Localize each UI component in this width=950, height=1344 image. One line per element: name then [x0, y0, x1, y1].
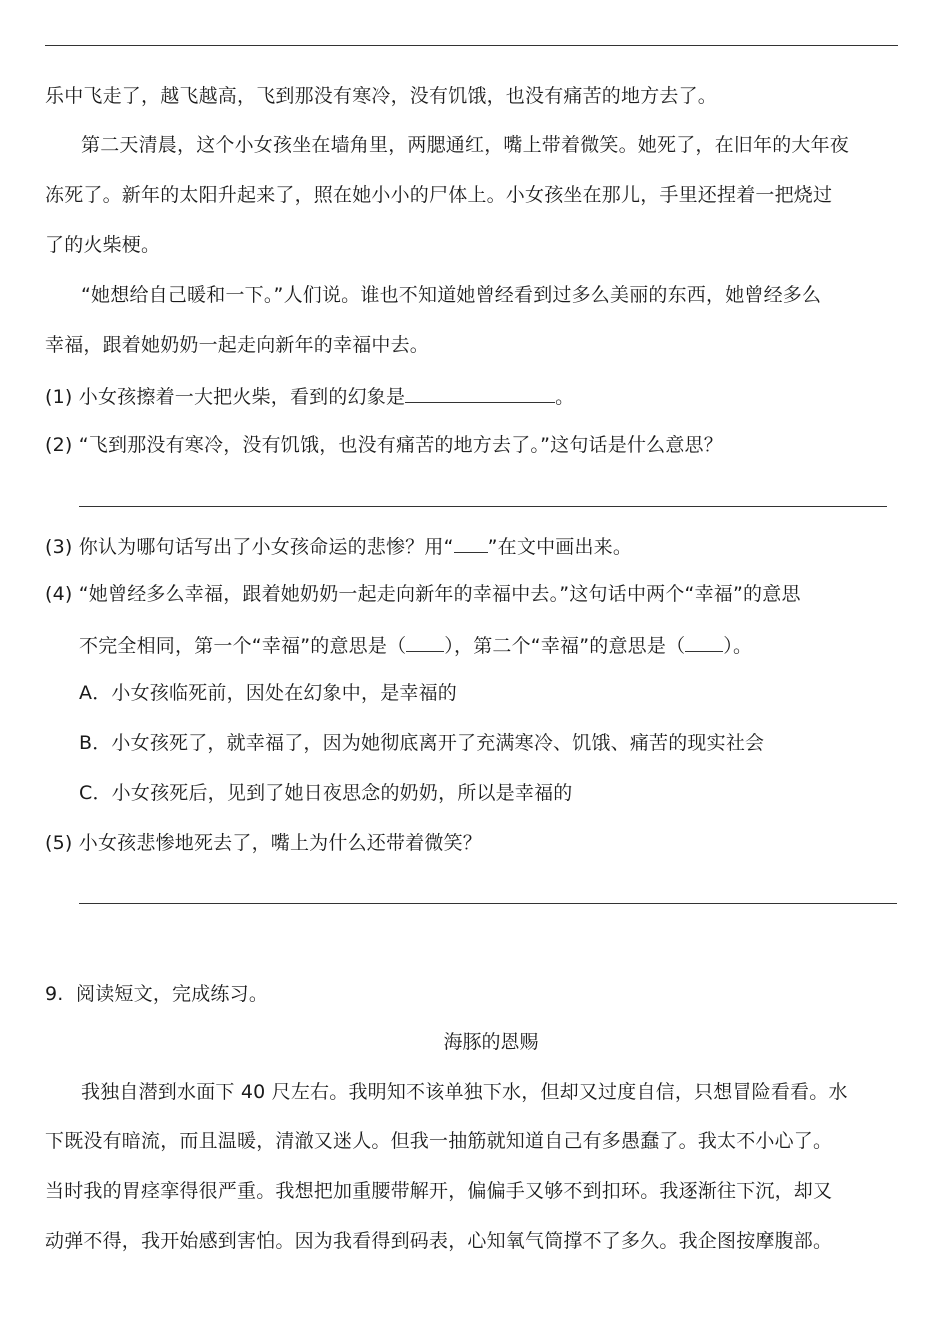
question-5	[45, 830, 482, 856]
question-1	[45, 382, 574, 410]
article-line: 当时我的胃痉挛得很严重。我想把加重腰带解开，偏偏手又够不到扣环。我逐渐往下沉，却又	[45, 1180, 833, 1202]
answer-blank-2[interactable]	[685, 631, 723, 652]
option-b: B．小女孩死了，就幸福了，因为她彻底离开了充满寒冷、饥饿、痛苦的现实社会	[79, 732, 765, 754]
question-text: 不完全相同，第一个“幸福”的意思是（	[79, 635, 407, 657]
underline-mark-blank	[454, 532, 488, 553]
question-text: “飞到那没有寒冷，没有饥饿，也没有痛苦的地方去了。”这句话是什么意思？	[78, 434, 723, 456]
question-number: (3)	[45, 536, 73, 558]
question-2	[45, 432, 723, 458]
passage-line: 冻死了。新年的太阳升起来了，照在她小小的尸体上。小女孩坐在那儿，手里还捏着一把烧过	[45, 184, 833, 206]
exercise-instruction: 阅读短文，完成练习。	[76, 983, 269, 1005]
question-text: 小女孩擦着一大把火柴，看到的幻象是	[78, 386, 406, 408]
question-text: 小女孩悲惨地死去了，嘴上为什么还带着微笑？	[78, 832, 482, 854]
article-line: 我独自潜到水面下 40 尺左右。我明知不该单独下水，但却又过度自信，只想冒险看看。水	[81, 1081, 848, 1103]
question-number: (4)	[45, 583, 73, 605]
question-3	[45, 532, 632, 560]
exercise-9-heading	[45, 981, 268, 1007]
question-text: ），第二个“幸福”的意思是（	[444, 635, 686, 657]
question-text: “她曾经多么幸福，跟着她奶奶一起走向新年的幸福中去。”这句话中两个“幸福”的意思	[78, 583, 801, 605]
question-number: (2)	[45, 434, 73, 456]
passage-line: “她想给自己暖和一下。”人们说。谁也不知道她曾经看到过多么美丽的东西，她曾经多么	[81, 284, 822, 306]
answer-line-q5[interactable]	[79, 903, 897, 904]
question-punct: 。	[555, 386, 575, 408]
exercise-number: 9.	[45, 983, 64, 1005]
passage-line: 第二天清晨，这个小女孩坐在墙角里，两腮通红，嘴上带着微笑。她死了，在旧年的大年夜	[81, 134, 850, 156]
question-text: ）。	[723, 635, 753, 657]
question-text: 你认为哪句话写出了小女孩命运的悲惨？用“	[78, 536, 454, 558]
option-a: A．小女孩临死前，因处在幻象中，是幸福的	[79, 682, 457, 704]
question-number: (5)	[45, 832, 73, 854]
question-text: ”在文中画出来。	[487, 536, 633, 558]
question-4-line-2	[79, 631, 752, 659]
article-title: 海豚的恩赐	[443, 1031, 539, 1053]
passage-line: 幸福，跟着她奶奶一起走向新年的幸福中去。	[45, 334, 430, 356]
question-4	[45, 581, 801, 607]
question-number: (1)	[45, 386, 73, 408]
article-line: 动弹不得，我开始感到害怕。因为我看得到码表，心知氧气筒撑不了多久。我企图按摩腹部。	[45, 1230, 833, 1252]
answer-line-q2[interactable]	[79, 506, 887, 507]
passage-line: 了的火柴梗。	[45, 234, 161, 256]
article-line: 下既没有暗流，而且温暖，清澈又迷人。但我一抽筋就知道自己有多愚蠢了。我太不小心了。	[45, 1130, 833, 1152]
option-c: C．小女孩死后，见到了她日夜思念的奶奶，所以是幸福的	[79, 782, 573, 804]
passage-line: 乐中飞走了，越飞越高，飞到那没有寒冷，没有饥饿，也没有痛苦的地方去了。	[45, 85, 718, 107]
answer-blank-1[interactable]	[406, 631, 444, 652]
answer-blank[interactable]	[405, 382, 555, 403]
header-rule	[45, 45, 898, 46]
